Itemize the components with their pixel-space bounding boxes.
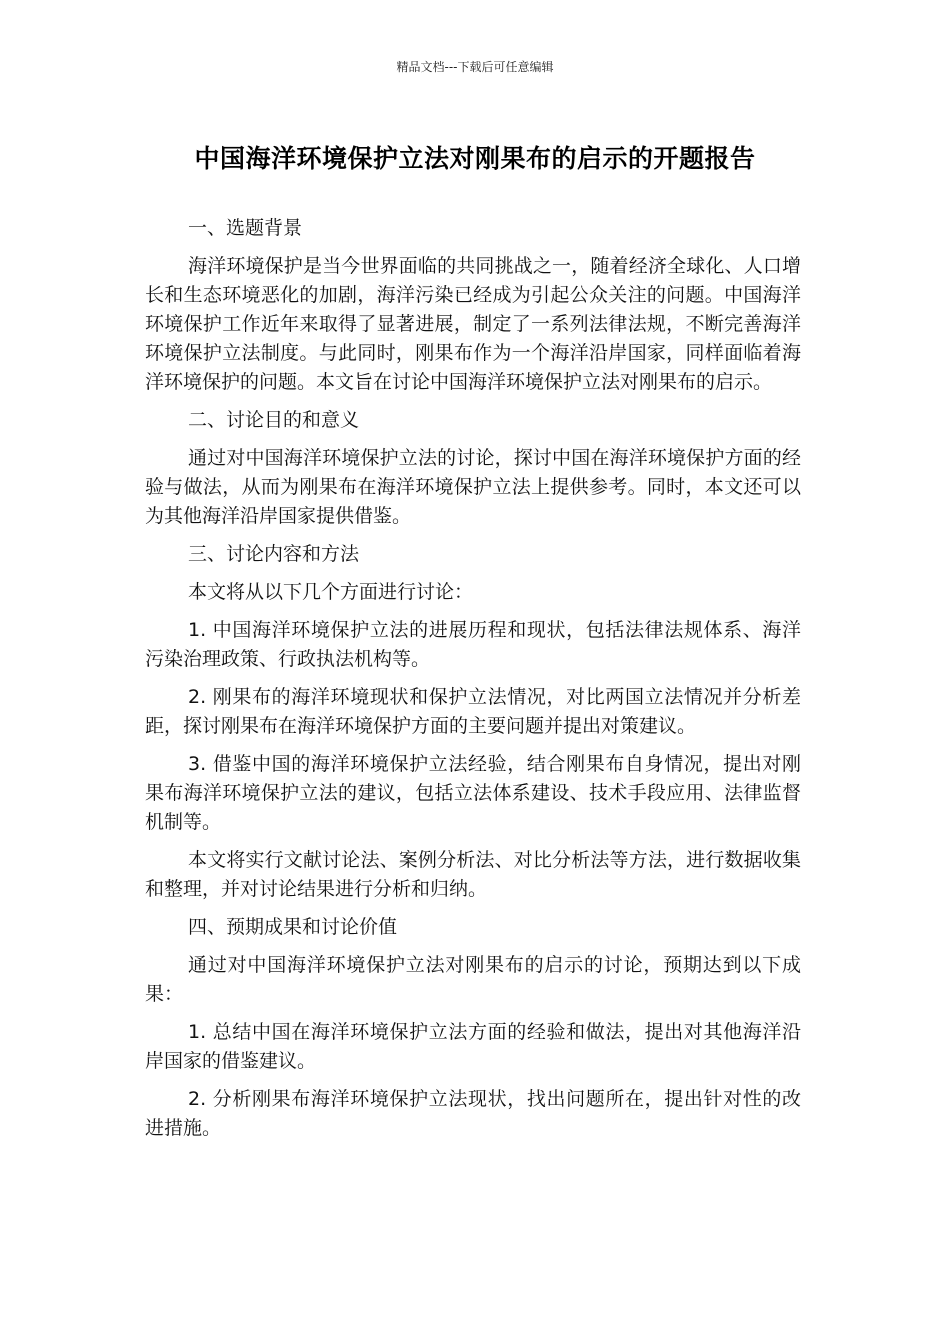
paragraph-method: 本文将实行文献讨论法、案例分析法、对比分析法等方法，进行数据收集和整理，并对讨论结果进行分析和归纳。: [145, 849, 801, 900]
section-heading-expected-results: 四、预期成果和讨论价值: [188, 916, 398, 938]
paragraph-background: 海洋环境保护是当今世界面临的共同挑战之一，随着经济全球化、人口增长和生态环境恶化的加剧，海洋污染已经成为引起公众关注的问题。中国海洋环境保护工作近年来取得了显著进展，制定了一系列法律法规，不断完善海洋环境保护立法制度。与此同时，刚果布作为一个海洋沿岸国家，同样面临着海洋环境保护的问题。本文旨在讨论中国海洋环境保护立法对刚果布的启示。: [145, 255, 801, 393]
paragraph-content-intro: 本文将从以下几个方面进行讨论：: [188, 581, 474, 603]
list-item-content-2: 2. 刚果布的海洋环境现状和保护立法情况，对比两国立法情况并分析差距，探讨刚果布在海洋环境保护方面的主要问题并提出对策建议。: [145, 686, 801, 737]
document-title: 中国海洋环境保护立法对刚果布的启示的开题报告: [194, 144, 756, 173]
list-item-content-1: 1. 中国海洋环境保护立法的进展历程和现状，包括法律法规体系、海洋污染治理政策、行政执法机构等。: [145, 619, 801, 670]
document-body: [145, 214, 801, 1152]
list-item-content-3: 3. 借鉴中国的海洋环境保护立法经验，结合刚果布自身情况，提出对刚果布海洋环境保护立法的建议，包括立法体系建设、技术手段应用、法律监督机制等。: [145, 753, 801, 833]
header-note: 精品文档---下载后可任意编辑: [396, 60, 554, 74]
paragraph-results-intro: 通过对中国海洋环境保护立法对刚果布的启示的讨论，预期达到以下成果：: [145, 954, 801, 1005]
section-heading-background: 一、选题背景: [188, 217, 303, 239]
list-item-result-1: 1. 总结中国在海洋环境保护立法方面的经验和做法，提出对其他海洋沿岸国家的借鉴建议。: [145, 1021, 801, 1072]
section-heading-purpose: 二、讨论目的和意义: [188, 409, 360, 431]
paragraph-purpose: 通过对中国海洋环境保护立法的讨论，探讨中国在海洋环境保护方面的经验与做法，从而为刚果布在海洋环境保护立法上提供参考。同时，本文还可以为其他海洋沿岸国家提供借鉴。: [145, 447, 801, 527]
section-heading-content-method: 三、讨论内容和方法: [188, 543, 360, 565]
list-item-result-2: 2. 分析刚果布海洋环境保护立法现状，找出问题所在，提出针对性的改进措施。: [145, 1088, 801, 1139]
